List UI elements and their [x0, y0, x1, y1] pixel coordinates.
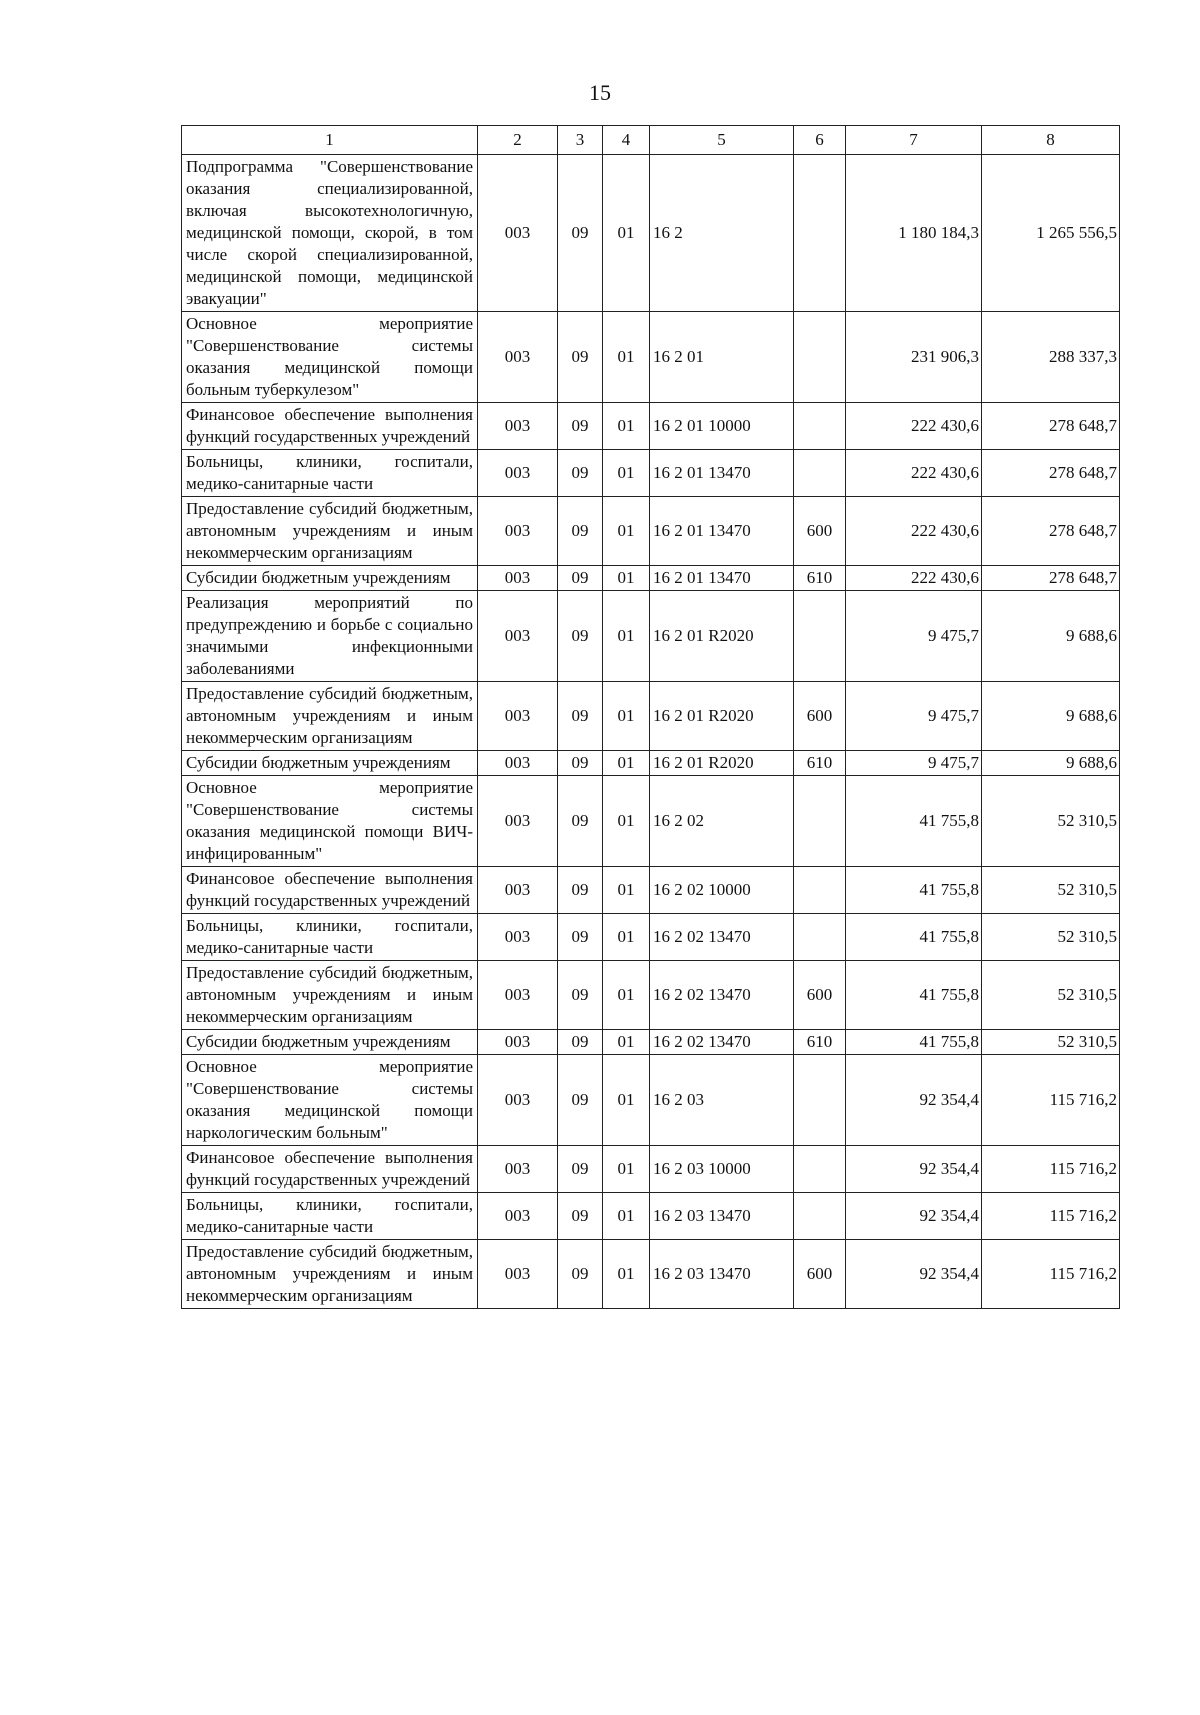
cell-expense-type [794, 450, 846, 497]
table-row [182, 155, 1120, 312]
row-name: Основное мероприятие "Совершенствование системы оказания медицинской помощи наркологическим больным" [182, 1055, 478, 1146]
header-col-6: 6 [794, 126, 846, 155]
table-row [182, 682, 1120, 751]
cell-section: 09 [558, 312, 603, 403]
cell-section: 09 [558, 403, 603, 450]
cell-section: 09 [558, 1030, 603, 1055]
cell-amount-year-1: 41 755,8 [846, 961, 982, 1030]
row-name: Реализация мероприятий по предупреждению и борьбе с социально значимыми инфекционными заболеваниями [182, 591, 478, 682]
cell-expense-type [794, 1055, 846, 1146]
cell-target-article: 16 2 02 13470 [650, 961, 794, 1030]
cell-section: 09 [558, 1146, 603, 1193]
table-row [182, 751, 1120, 776]
cell-target-article: 16 2 02 [650, 776, 794, 867]
cell-admin-code: 003 [478, 450, 558, 497]
cell-subsection: 01 [603, 1193, 650, 1240]
cell-expense-type [794, 1193, 846, 1240]
cell-section: 09 [558, 867, 603, 914]
cell-amount-year-1: 41 755,8 [846, 776, 982, 867]
cell-target-article: 16 2 01 10000 [650, 403, 794, 450]
cell-amount-year-1: 41 755,8 [846, 914, 982, 961]
cell-amount-year-2: 52 310,5 [982, 867, 1120, 914]
cell-amount-year-2: 9 688,6 [982, 682, 1120, 751]
cell-section: 09 [558, 566, 603, 591]
cell-expense-type [794, 155, 846, 312]
cell-amount-year-1: 9 475,7 [846, 591, 982, 682]
cell-subsection: 01 [603, 1240, 650, 1309]
cell-amount-year-1: 231 906,3 [846, 312, 982, 403]
cell-amount-year-2: 52 310,5 [982, 914, 1120, 961]
cell-expense-type [794, 914, 846, 961]
row-name: Субсидии бюджетным учреждениям [182, 566, 478, 591]
page-number: 15 [589, 80, 611, 105]
table-row [182, 450, 1120, 497]
cell-admin-code: 003 [478, 155, 558, 312]
table-body [182, 155, 1120, 1309]
cell-expense-type [794, 403, 846, 450]
cell-expense-type: 600 [794, 497, 846, 566]
cell-admin-code: 003 [478, 1193, 558, 1240]
cell-subsection: 01 [603, 751, 650, 776]
cell-admin-code: 003 [478, 961, 558, 1030]
cell-section: 09 [558, 450, 603, 497]
cell-amount-year-1: 92 354,4 [846, 1193, 982, 1240]
cell-target-article: 16 2 01 R2020 [650, 751, 794, 776]
table-row [182, 914, 1120, 961]
table-row [182, 497, 1120, 566]
header-col-5: 5 [650, 126, 794, 155]
cell-expense-type [794, 1146, 846, 1193]
cell-expense-type [794, 591, 846, 682]
cell-amount-year-2: 278 648,7 [982, 497, 1120, 566]
table-row [182, 1030, 1120, 1055]
row-name: Финансовое обеспечение выполнения функций государственных учреждений [182, 1146, 478, 1193]
cell-amount-year-1: 9 475,7 [846, 682, 982, 751]
row-name: Субсидии бюджетным учреждениям [182, 751, 478, 776]
cell-subsection: 01 [603, 867, 650, 914]
row-name: Предоставление субсидий бюджетным, автономным учреждениям и иным некоммерческим организациям [182, 961, 478, 1030]
cell-target-article: 16 2 [650, 155, 794, 312]
cell-section: 09 [558, 1193, 603, 1240]
table-row [182, 961, 1120, 1030]
cell-expense-type: 610 [794, 566, 846, 591]
cell-target-article: 16 2 01 R2020 [650, 591, 794, 682]
cell-amount-year-1: 222 430,6 [846, 450, 982, 497]
cell-expense-type [794, 312, 846, 403]
cell-expense-type: 610 [794, 1030, 846, 1055]
cell-expense-type: 600 [794, 961, 846, 1030]
cell-section: 09 [558, 1240, 603, 1309]
cell-amount-year-2: 52 310,5 [982, 961, 1120, 1030]
cell-subsection: 01 [603, 155, 650, 312]
cell-amount-year-1: 92 354,4 [846, 1055, 982, 1146]
row-name: Подпрограмма "Совершенствование оказания специализированной, включая высокотехнологичную, медицинской помощи, скорой, в том числе скорой специализированной, медицинской помощи, медицинской эвакуации" [182, 155, 478, 312]
table-row [182, 776, 1120, 867]
row-name: Субсидии бюджетным учреждениям [182, 1030, 478, 1055]
row-name: Больницы, клиники, госпитали, медико-санитарные части [182, 450, 478, 497]
cell-subsection: 01 [603, 450, 650, 497]
cell-amount-year-2: 115 716,2 [982, 1055, 1120, 1146]
cell-subsection: 01 [603, 1030, 650, 1055]
row-name: Финансовое обеспечение выполнения функций государственных учреждений [182, 867, 478, 914]
cell-target-article: 16 2 01 [650, 312, 794, 403]
cell-admin-code: 003 [478, 776, 558, 867]
budget-table [181, 125, 1120, 1309]
cell-amount-year-1: 41 755,8 [846, 867, 982, 914]
cell-target-article: 16 2 03 13470 [650, 1240, 794, 1309]
cell-section: 09 [558, 751, 603, 776]
header-col-2: 2 [478, 126, 558, 155]
cell-section: 09 [558, 682, 603, 751]
cell-expense-type [794, 776, 846, 867]
cell-target-article: 16 2 01 13470 [650, 497, 794, 566]
cell-subsection: 01 [603, 776, 650, 867]
row-name: Основное мероприятие "Совершенствование системы оказания медицинской помощи больным туберкулезом" [182, 312, 478, 403]
cell-section: 09 [558, 591, 603, 682]
cell-expense-type: 610 [794, 751, 846, 776]
cell-amount-year-1: 9 475,7 [846, 751, 982, 776]
table-row [182, 1240, 1120, 1309]
cell-amount-year-1: 92 354,4 [846, 1240, 982, 1309]
header-col-4: 4 [603, 126, 650, 155]
row-name: Финансовое обеспечение выполнения функций государственных учреждений [182, 403, 478, 450]
cell-section: 09 [558, 497, 603, 566]
cell-section: 09 [558, 1055, 603, 1146]
cell-admin-code: 003 [478, 867, 558, 914]
cell-expense-type: 600 [794, 682, 846, 751]
cell-admin-code: 003 [478, 1240, 558, 1309]
cell-subsection: 01 [603, 403, 650, 450]
header-col-3: 3 [558, 126, 603, 155]
cell-expense-type: 600 [794, 1240, 846, 1309]
cell-amount-year-2: 278 648,7 [982, 566, 1120, 591]
cell-target-article: 16 2 01 13470 [650, 566, 794, 591]
cell-target-article: 16 2 03 [650, 1055, 794, 1146]
cell-amount-year-1: 1 180 184,3 [846, 155, 982, 312]
header-row [182, 126, 1120, 155]
table-row [182, 566, 1120, 591]
header-col-1: 1 [182, 126, 478, 155]
row-name: Предоставление субсидий бюджетным, автономным учреждениям и иным некоммерческим организациям [182, 682, 478, 751]
cell-amount-year-2: 115 716,2 [982, 1193, 1120, 1240]
cell-subsection: 01 [603, 1055, 650, 1146]
cell-amount-year-1: 222 430,6 [846, 497, 982, 566]
cell-section: 09 [558, 155, 603, 312]
cell-admin-code: 003 [478, 1030, 558, 1055]
cell-amount-year-2: 115 716,2 [982, 1146, 1120, 1193]
table-header [182, 126, 1120, 155]
cell-amount-year-1: 92 354,4 [846, 1146, 982, 1193]
cell-admin-code: 003 [478, 566, 558, 591]
header-col-7: 7 [846, 126, 982, 155]
row-name: Больницы, клиники, госпитали, медико-санитарные части [182, 914, 478, 961]
cell-amount-year-2: 52 310,5 [982, 776, 1120, 867]
cell-amount-year-2: 288 337,3 [982, 312, 1120, 403]
table-row [182, 1055, 1120, 1146]
cell-admin-code: 003 [478, 403, 558, 450]
cell-subsection: 01 [603, 566, 650, 591]
cell-target-article: 16 2 03 13470 [650, 1193, 794, 1240]
cell-target-article: 16 2 02 13470 [650, 1030, 794, 1055]
table-row [182, 312, 1120, 403]
cell-target-article: 16 2 03 10000 [650, 1146, 794, 1193]
row-name: Больницы, клиники, госпитали, медико-санитарные части [182, 1193, 478, 1240]
cell-subsection: 01 [603, 591, 650, 682]
row-name: Основное мероприятие "Совершенствование системы оказания медицинской помощи ВИЧ-инфицированным" [182, 776, 478, 867]
cell-target-article: 16 2 02 10000 [650, 867, 794, 914]
cell-amount-year-1: 222 430,6 [846, 403, 982, 450]
header-col-8: 8 [982, 126, 1120, 155]
cell-admin-code: 003 [478, 682, 558, 751]
cell-admin-code: 003 [478, 914, 558, 961]
table-row [182, 591, 1120, 682]
cell-subsection: 01 [603, 682, 650, 751]
cell-section: 09 [558, 914, 603, 961]
cell-target-article: 16 2 02 13470 [650, 914, 794, 961]
cell-amount-year-2: 52 310,5 [982, 1030, 1120, 1055]
cell-admin-code: 003 [478, 1146, 558, 1193]
cell-admin-code: 003 [478, 591, 558, 682]
cell-target-article: 16 2 01 R2020 [650, 682, 794, 751]
cell-subsection: 01 [603, 1146, 650, 1193]
cell-admin-code: 003 [478, 751, 558, 776]
cell-expense-type [794, 867, 846, 914]
table-row [182, 1146, 1120, 1193]
row-name: Предоставление субсидий бюджетным, автономным учреждениям и иным некоммерческим организациям [182, 1240, 478, 1309]
cell-amount-year-2: 9 688,6 [982, 591, 1120, 682]
cell-amount-year-1: 41 755,8 [846, 1030, 982, 1055]
cell-amount-year-2: 115 716,2 [982, 1240, 1120, 1309]
table-row [182, 867, 1120, 914]
cell-admin-code: 003 [478, 497, 558, 566]
cell-amount-year-1: 222 430,6 [846, 566, 982, 591]
cell-amount-year-2: 9 688,6 [982, 751, 1120, 776]
cell-admin-code: 003 [478, 1055, 558, 1146]
cell-section: 09 [558, 776, 603, 867]
cell-amount-year-2: 278 648,7 [982, 403, 1120, 450]
cell-subsection: 01 [603, 312, 650, 403]
cell-amount-year-2: 1 265 556,5 [982, 155, 1120, 312]
row-name: Предоставление субсидий бюджетным, автономным учреждениям и иным некоммерческим организациям [182, 497, 478, 566]
table-row [182, 403, 1120, 450]
cell-subsection: 01 [603, 914, 650, 961]
cell-amount-year-2: 278 648,7 [982, 450, 1120, 497]
table-row [182, 1193, 1120, 1240]
cell-target-article: 16 2 01 13470 [650, 450, 794, 497]
cell-subsection: 01 [603, 497, 650, 566]
cell-subsection: 01 [603, 961, 650, 1030]
cell-section: 09 [558, 961, 603, 1030]
cell-admin-code: 003 [478, 312, 558, 403]
